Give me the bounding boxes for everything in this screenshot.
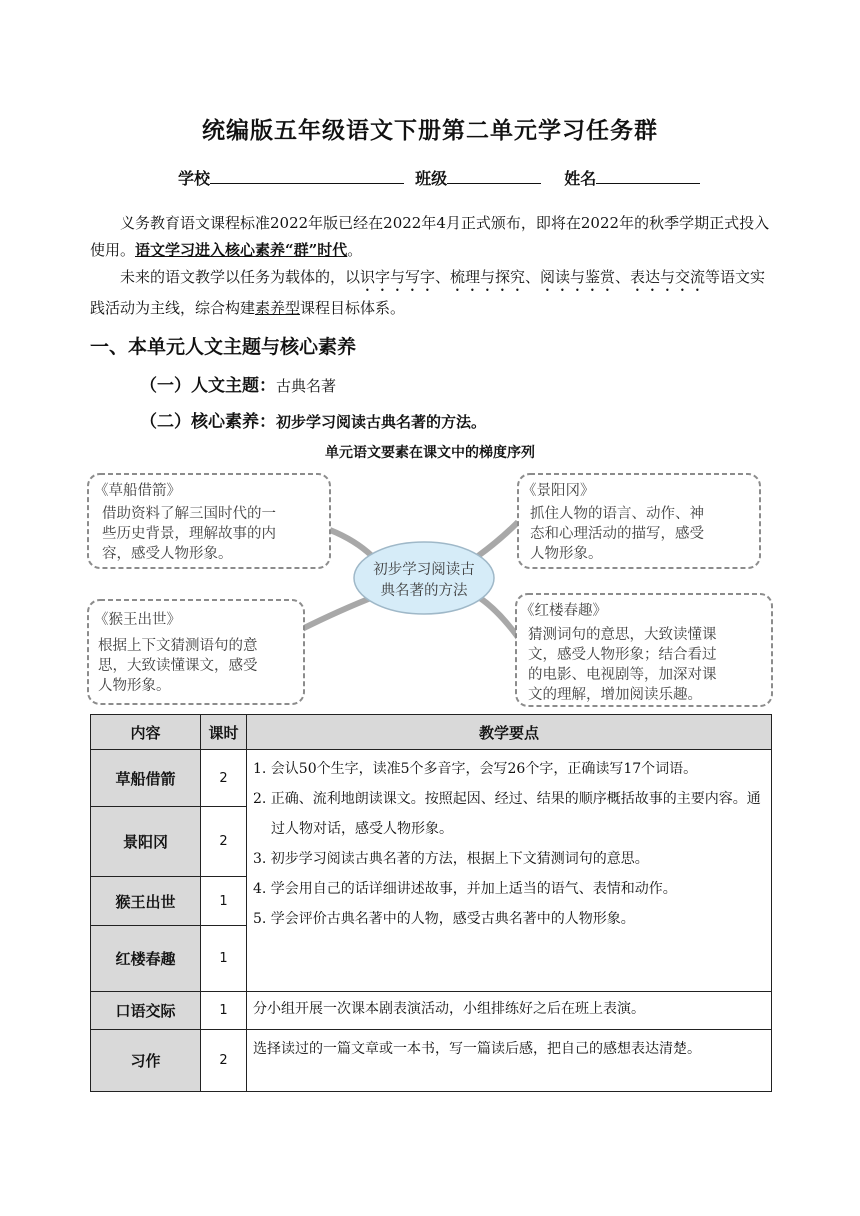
card-jingyanggang-line-2: 态和心理活动的描写，感受 [530, 526, 704, 542]
table-row [91, 992, 772, 1030]
table-header-row [91, 715, 772, 750]
header-hours: 课时 [201, 715, 247, 750]
para1-text: 义务教育语文课程标准2022年版已经在2022年4月正式颁布，即将在2022年的秋季学期正式投入使用。 [90, 214, 770, 259]
card-honglou-line-4: 文的理解，增加阅读乐趣。 [528, 687, 702, 703]
table-row [91, 750, 772, 807]
core-value: 初步学习阅读古典名著的方法。 [276, 413, 487, 431]
center-node [354, 542, 494, 614]
oral-point-cell: 分小组开展一次课本剧表演活动，小组排练好之后在班上表演。 [247, 992, 772, 1030]
row-hours: 1 [201, 877, 247, 926]
row-name: 口语交际 [91, 992, 201, 1030]
teaching-points-cell [247, 750, 772, 992]
core-label: （二）核心素养： [140, 412, 276, 432]
row-hours: 1 [201, 926, 247, 992]
card-houwang-line-2: 思，大致读懂课文，感受 [98, 658, 258, 674]
card-houwang-title: 《猴王出世》 [94, 612, 181, 628]
table-row [91, 1030, 772, 1092]
card-houwang-line-1: 根据上下文猜测语句的意 [98, 638, 258, 654]
theme-value: 古典名著 [276, 377, 337, 395]
branch-bottom-left [300, 596, 376, 630]
header-content: 内容 [91, 715, 201, 750]
doc-title: 统编版五年级语文下册第二单元学习任务群 [202, 118, 658, 144]
school-label: 学校 [178, 169, 211, 188]
card-caochuan-line-1: 借助资料了解三国时代的一 [102, 506, 276, 522]
para1-highlight: 语文学习进入核心素养“群”时代 [135, 241, 348, 259]
card-jingyanggang-line-1: 抓住人物的语言、动作、神 [530, 506, 704, 522]
branch-bottom-right [480, 598, 520, 640]
row-name: 习作 [91, 1030, 201, 1092]
para2-text-a: 未来的语文教学以任务为载体的，以 [120, 268, 361, 286]
card-honglou-title: 《红楼春趣》 [520, 603, 607, 619]
row-hours: 2 [201, 1030, 247, 1092]
row-hours: 2 [201, 750, 247, 807]
card-houwang-line-3: 人物形象。 [98, 678, 171, 694]
branch-top-right [478, 522, 518, 556]
card-jingyanggang-title: 《景阳冈》 [522, 483, 595, 499]
point-4: 4. 学会用自己的话详细讲述故事，并加上适当的语气、表情和动作。 [253, 881, 677, 897]
theme-label: （一）人文主题： [140, 376, 276, 396]
para1-end: 。 [347, 241, 363, 259]
row-name: 景阳冈 [91, 807, 201, 877]
row-hours: 1 [201, 992, 247, 1030]
teaching-plan-table [90, 714, 772, 1092]
para2-underlined: 素养型 [255, 299, 301, 317]
card-honglou-line-1: 猜测词句的意思，大致读懂课 [528, 627, 717, 643]
para2-text-e: 课程目标体系。 [300, 299, 406, 317]
header-points: 教学要点 [247, 715, 772, 750]
point-1: 1. 会认50个生字，读准5个多音字，会写26个字，正确读写17个词语。 [253, 761, 698, 777]
card-caochuan-line-2: 些历史背景，理解故事的内 [102, 526, 276, 542]
para2-text-c: 等语文实践活动为主线，综合构建 [90, 268, 766, 317]
card-caochuan-line-3: 容，感受人物形象。 [102, 546, 233, 562]
branch-top-left [330, 530, 372, 556]
section-heading: 一、本单元人文主题与核心素养 [90, 336, 357, 358]
point-2: 2. 正确、流利地朗读课文。按照起因、经过、结果的顺序概括故事的主要内容。通过人物对话，感受人物形象。 [253, 791, 761, 837]
writing-point-cell: 选择读过的一篇文章或一本书，写一篇读后感，把自己的感想表达清楚。 [247, 1030, 772, 1092]
row-hours: 2 [201, 807, 247, 877]
card-honglou-line-2: 文，感受人物形象；结合看过 [528, 647, 717, 663]
row-name: 猴王出世 [91, 877, 201, 926]
card-caochuan-title: 《草船借箭》 [94, 483, 181, 499]
point-5: 5. 学会评价古典名著中的人物，感受古典名著中的人物形象。 [253, 911, 635, 927]
center-line-1: 初步学习阅读古 [373, 562, 475, 578]
row-name: 红楼春趣 [91, 926, 201, 992]
card-jingyanggang-line-3: 人物形象。 [530, 546, 603, 562]
center-line-2: 典名著的方法 [380, 583, 468, 599]
card-honglou-line-3: 的电影、电视剧等，加深对课 [528, 667, 717, 683]
para2-emphasis: 识字与写字、梳理与探究、阅读与鉴赏、表达与交流 [360, 268, 706, 286]
point-3: 3. 初步学习阅读古典名著的方法，根据上下文猜测词句的意思。 [253, 851, 649, 867]
diagram-title: 单元语文要素在课文中的梯度序列 [325, 445, 535, 461]
class-label: 班级 [415, 169, 448, 188]
row-name: 草船借箭 [91, 750, 201, 807]
name-label: 姓名 [564, 169, 597, 188]
